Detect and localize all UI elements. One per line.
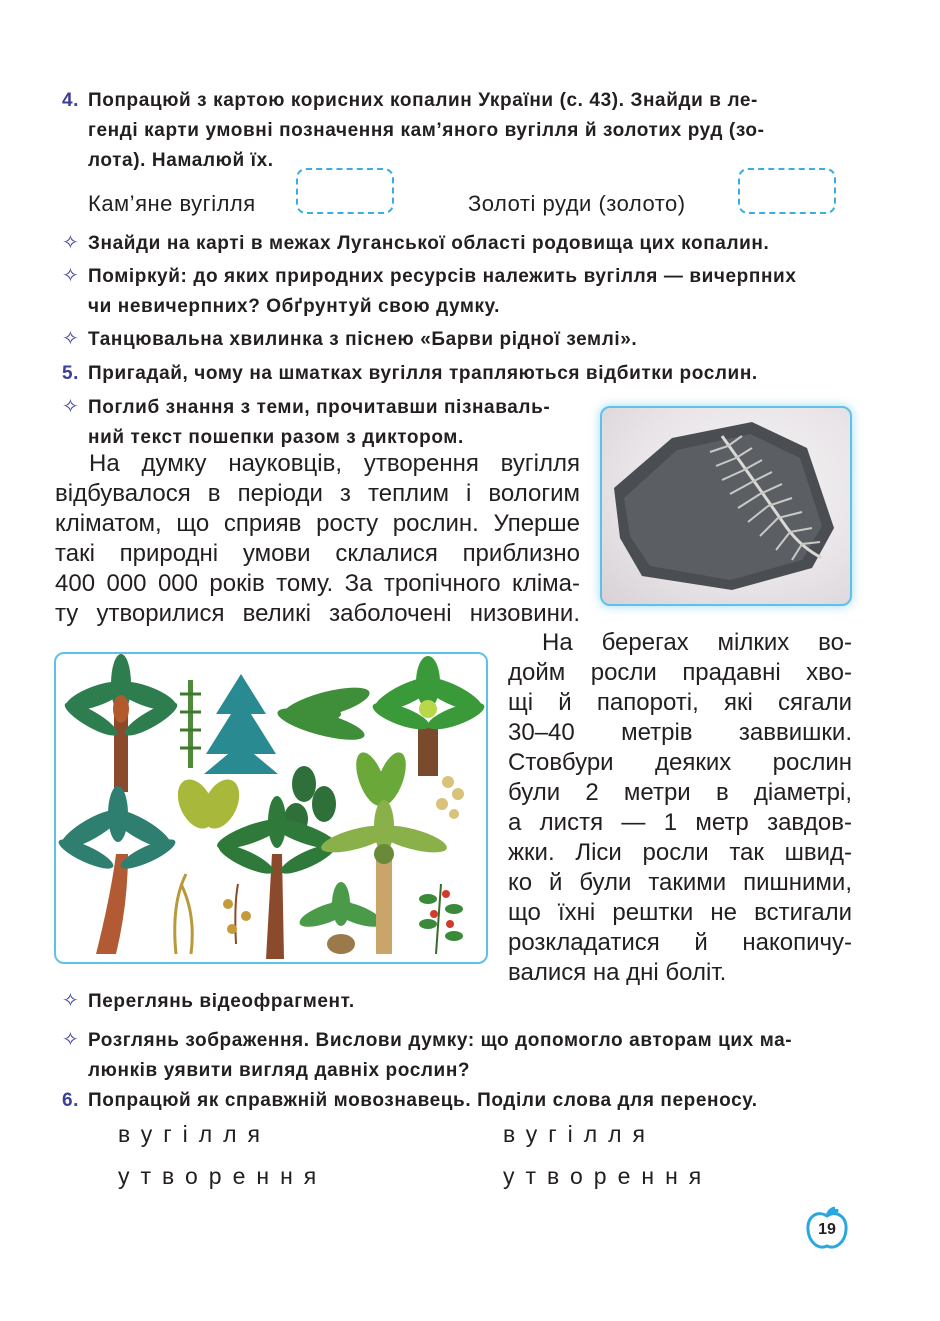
bullet-item: ✧ Переглянь відеофрагмент. xyxy=(62,986,882,1017)
task-4-line: генді карти умовні позначення кам’яного вугілля й золотих руд (зо- xyxy=(88,120,765,141)
gold-label: Золоті руди (золото) xyxy=(468,191,686,216)
gold-drawing-box[interactable] xyxy=(738,168,836,214)
task-6: 6. Попрацюй як справжній мовознавець. Поділи слова для переносу. xyxy=(62,1086,882,1116)
task-number: 4. xyxy=(62,90,80,111)
task-number: 5. xyxy=(62,363,80,384)
coal-label: Кам’яне вугілля xyxy=(88,191,256,216)
bullet-list-a xyxy=(62,228,882,355)
task-number: 6. xyxy=(62,1090,80,1111)
word-formation-left: утворення xyxy=(118,1163,328,1189)
page-number: 19 xyxy=(818,1221,836,1238)
bullet-item: ✧ Розглянь зображення. Вислови думку: що допомогло авторам цих ма- люнків уявити вигляд давніх рослин? xyxy=(62,1025,882,1086)
bullet-list-b xyxy=(62,986,882,1086)
word-coal-left: вугілля xyxy=(118,1121,272,1147)
task-4-line: Попрацюй з картою корисних копалин України (с. 43). Знайди в ле- xyxy=(88,90,758,111)
bullet-item: ✧ Знайди на карті в межах Луганської області родовища цих копалин. xyxy=(62,228,882,259)
task-4 xyxy=(62,86,862,176)
bullet-item: ✧ Танцювальна хвилинка з піснею «Барви рідної землі». xyxy=(62,324,882,355)
star-icon: ✧ xyxy=(62,232,80,254)
star-icon: ✧ xyxy=(62,396,80,418)
task-4-line: лота). Намалюй їх. xyxy=(88,150,274,171)
reading-text-top: На думку науковців, утворення вугілля відбувалося в періоди з теплим і вологим кліматом, що сприяв росту рослин. Уперше такі природні умови склалися приблизно 400 000 000 років тому. За тропічного кліма- ту утворилися великі заболочені низовини. xyxy=(55,450,580,627)
coal-drawing-box[interactable] xyxy=(296,168,394,214)
word-coal-right: вугілля xyxy=(503,1121,657,1147)
fossil-image xyxy=(600,406,852,606)
bullet-item: ✧ Поміркуй: до яких природних ресурсів належить вугілля — вичерпних чи невичерпних? Обґрунтуй свою думку. xyxy=(62,261,882,322)
ancient-plants-image xyxy=(54,652,488,964)
reading-text-right: На берегах мілких во- дойм росли прадавні хво- щі й папороті, які сягали 30–40 метрів заввишки. Стовбури деяких рослин були 2 метри в діаметрі, а листя — 1 метр завдов- жки. Ліси росли так швид- ко й були такими пишними, що їхні рештки не встигали розкладатися й накопичу- валися на дні боліт. xyxy=(508,629,852,986)
word-formation-right: утворення xyxy=(503,1163,713,1189)
task-5: 5. Пригадай, чому на шматках вугілля трапляються відбитки рослин. xyxy=(62,359,882,389)
star-icon: ✧ xyxy=(62,328,80,350)
star-icon: ✧ xyxy=(62,1029,80,1051)
star-icon: ✧ xyxy=(62,990,80,1012)
bullet-read: ✧ Поглиб знання з теми, прочитавши пізнаваль- ний текст пошепки разом з диктором. xyxy=(62,392,602,453)
fern-fossil-icon xyxy=(602,408,850,604)
ancient-plants-icon xyxy=(56,654,486,962)
star-icon: ✧ xyxy=(62,265,80,287)
page-number-badge xyxy=(804,1206,850,1252)
